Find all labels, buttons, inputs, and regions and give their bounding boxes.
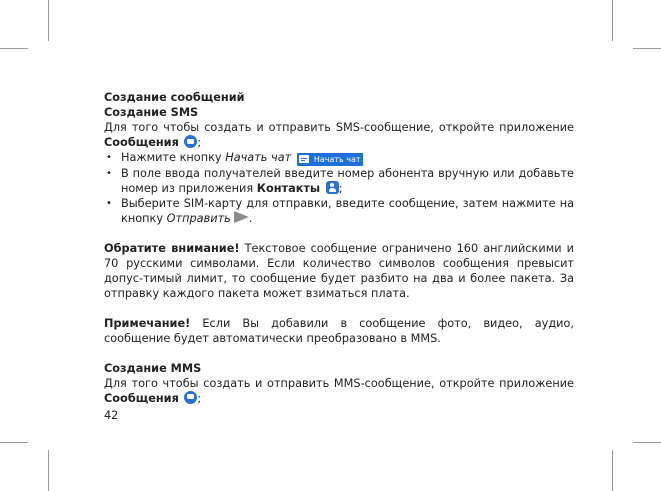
attention-label: Обратите внимание!	[104, 241, 240, 255]
attention-paragraph	[104, 241, 574, 301]
section-heading: Создание сообщений	[104, 91, 245, 104]
step1-action: Начать чат	[225, 151, 292, 164]
step3-action: Отправить	[166, 211, 231, 225]
mms-intro	[104, 376, 574, 406]
step2-suffix: ;	[338, 181, 343, 195]
sms-title: Создание SMS	[104, 106, 199, 119]
mms-title: Создание MMS	[104, 361, 202, 375]
page-number: 42	[104, 409, 119, 422]
step2-app: Контакты	[256, 181, 321, 195]
sms-intro	[104, 120, 574, 150]
start-chat-icon	[299, 155, 309, 163]
crop-mark-left-bottom	[0, 442, 28, 443]
step3-suffix: .	[248, 211, 253, 225]
step1-prefix: Нажмите кнопку	[121, 151, 222, 164]
crop-mark-right-top	[633, 48, 661, 49]
note-label: Примечание!	[104, 316, 191, 330]
crop-mark-right-bottom	[633, 442, 661, 443]
step3-text: Выберите SIM-карту для отправки, введите сообщение, затем нажмите на кнопку	[121, 196, 574, 225]
crop-mark-bottom-right	[612, 450, 613, 491]
messages-app-icon	[184, 135, 197, 148]
messages-app-icon	[184, 391, 197, 404]
crop-mark-left-top	[0, 48, 28, 49]
mms-intro-text: Для того чтобы создать и отправить MMS-сообщение, откройте приложение	[104, 376, 574, 390]
contacts-app-icon	[326, 181, 339, 194]
crop-mark-top-left	[48, 0, 49, 41]
note-text: Если Вы добавили в сообщение фото, видео, аудио, сообщение будет автоматически преобразовано в MMS.	[104, 316, 574, 345]
mms-app-suffix: ;	[197, 391, 202, 405]
sms-app-name: Сообщения	[104, 136, 179, 149]
attention-text: Текстовое сообщение ограничено 160 английскими и 70 русскими символами. Если количество символов сообщения превысит допус-тимый лимит, то сообщение будет разбито на два и более пакета. За отправку каждого пакета может взиматься плата.	[104, 241, 574, 300]
manual-page	[104, 90, 574, 406]
sms-app-suffix: ;	[197, 136, 202, 149]
sms-intro-text: Для того чтобы создать и отправить SMS-сообщение, откройте приложение	[104, 121, 574, 134]
crop-mark-bottom-left	[48, 450, 49, 491]
sms-step-3	[104, 196, 574, 226]
sms-steps	[104, 150, 574, 226]
start-chat-label: Начать чат	[313, 154, 361, 164]
sms-step-2	[104, 166, 574, 196]
mms-app-name: Сообщения	[104, 391, 179, 405]
sms-step-1	[104, 150, 574, 166]
send-arrow-icon	[234, 211, 249, 223]
step2-text: В поле ввода получателей введите номер абонента вручную или добавьте номер из приложения	[121, 166, 574, 195]
crop-mark-top-right	[612, 0, 613, 41]
note-paragraph	[104, 316, 574, 346]
start-chat-button	[297, 153, 363, 166]
